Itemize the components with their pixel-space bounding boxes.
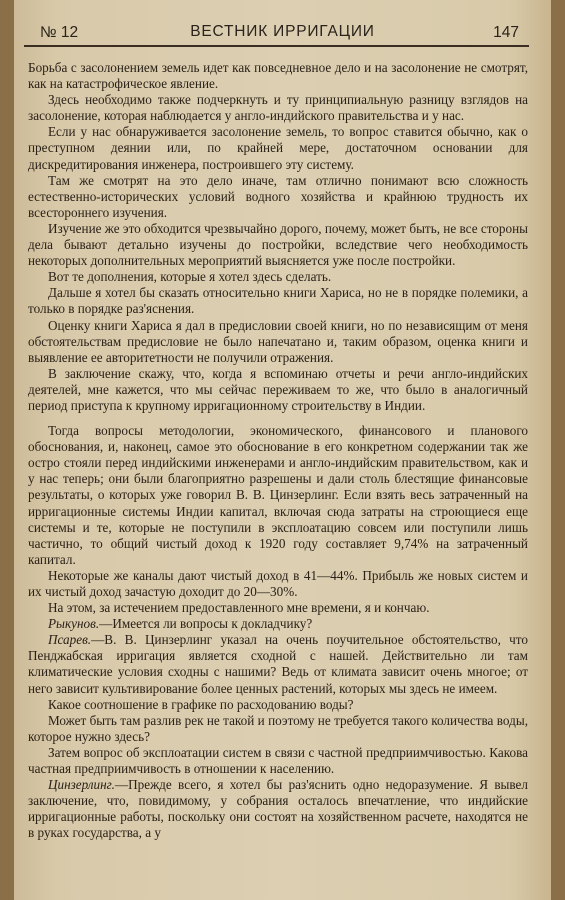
paragraph-text: Какое соотношение в графике по расходованию воды? [48,696,354,712]
paragraph [28,423,528,568]
header-rule [24,45,529,47]
paragraph [28,366,528,414]
paragraph [28,616,528,632]
paragraph [28,697,528,713]
paragraph [28,600,528,616]
paragraph-text: Здесь необходимо также подчеркнуть и ту принципиальную разницу взглядов на засолонение, которая наблюдается у англо-индийского правительства и у нас. [28,92,528,124]
paragraph-text: Может быть там разлив рек не такой и поэтому не требуется такого количества воды, которое нужно здесь? [28,712,528,744]
paragraph [28,777,528,841]
issue-number: № 12 [40,24,79,41]
paragraph-text: Затем вопрос об эксплоатации систем в связи с частной предприимчивостью. Какова частная предприимчивость в отношении к населению. [28,744,528,777]
journal-title: ВЕСТНИК ИРРИГАЦИИ [190,23,375,40]
paragraph-text: Если у нас обнаруживается засолонение земель, то вопрос ставится обычно, как о преступном деянии или, по крайней мере, достаточном основании для дискредитирования инженера, построившего эту систему. [28,124,528,172]
paragraph [28,745,528,777]
paragraph-text: Там же смотрят на это дело иначе, там отлично понимают всю сложность естественно-исторических условий водного хозяйства и крайнюю трудность их всестороннего изучения. [28,172,528,220]
paragraph [28,221,528,269]
paragraph [28,269,528,285]
paragraph-text: —Прежде всего, я хотел бы раз'яснить одно недоразумение. Я вывел заключение, что, повидимому, у собрания осталось впечатление, что индийские ирригационные работы, поскольку они состоят на хозяйственном расчете, находятся не в руках государства, а у [28,777,528,841]
paragraph-text: Некоторые же каналы дают чистый доход в 41—44%. Прибыль же новых систем и их чистый доход зачастую доходит до 20—30%. [28,567,528,599]
paragraph-text: Дальше я хотел бы сказать относительно книги Хариса, но не в порядке полемики, а только в порядке раз'яснения. [28,285,528,317]
paragraph-text: На этом, за истечением предоставленного мне времени, я и кончаю. [48,600,430,616]
page-header [14,22,551,44]
article-body [28,60,528,842]
paragraph [28,285,528,317]
paragraph-text: Изучение же это обходится чрезвычайно дорого, почему, может быть, не все стороны дела бывают детально изучены до постройки, вследствие чего необходимость некоторых дополнительных мероприятий выясняется уже после постройки. [28,220,528,269]
document-page [14,0,551,900]
page-number: 147 [493,24,519,41]
speaker-name: Цинзерлинг. [48,777,115,793]
paragraph [28,60,528,92]
paragraph-text: Оценку книги Хариса я дал в предисловии своей книги, но по независящим от меня обстоятельствам предисловие не было напечатано и, таким образом, оценка книги и выявление ее авторитетности не получили отражения. [28,317,528,365]
paragraph [28,568,528,600]
speaker-name: Псарев. [48,632,92,648]
paragraph [28,173,528,221]
paragraph-text: Борьба с засолонением земель идет как повседневное дело и на засолонение не смотрят, как на катастрофическое явление. [28,60,528,92]
paragraph [28,124,528,172]
paragraph-text: Тогда вопросы методологии, экономического, финансового и планового обоснования, и, наконец, самое это обоснование в его конкретном содержании так же остро стояли перед индийскими инженерами и англо-индийским правительством, как и у нас теперь; они были благоприятно разрешены и дали столь блестящие финансовые результаты, о которых уже говорил В. В. Цинзерлинг. Если взять весь затраченный на ирригационные системы Индии капитал, включая сюда затраты на строющиеся еще системы и те, которые не поступили в эксплоатацию совсем или поступили лишь частично, то общий чистый доход к 1920 году составляет 9,74% на затраченный капитал. [28,423,528,567]
paragraph-text: —Имеется ли вопросы к докладчику? [99,616,313,632]
paragraph [28,713,528,745]
paragraph [28,318,528,366]
speaker-name: Рыкунов. [48,616,100,632]
paragraph [28,632,528,696]
paragraph-text: В заключение скажу, что, когда я вспоминаю отчеты и речи англо-индийских деятелей, мне кажется, что мы сейчас переживаем то же, что было в аналогичный период приступа к крупному ирригационному строительству в Индии. [28,365,528,413]
paragraph-text: —В. В. Цинзерлинг указал на очень поучительное обстоятельство, что Пенджабская ирригация является сходной с нашей. Действительно ли там климатические условия сходны с нашими? Ведь от климата зависит очень многое; от него зависит культивирование более ценных растений, которых мы здесь не имеем. [28,632,528,696]
paragraph [28,92,528,124]
paragraph-text: Вот те дополнения, которые я хотел здесь сделать. [48,269,332,285]
